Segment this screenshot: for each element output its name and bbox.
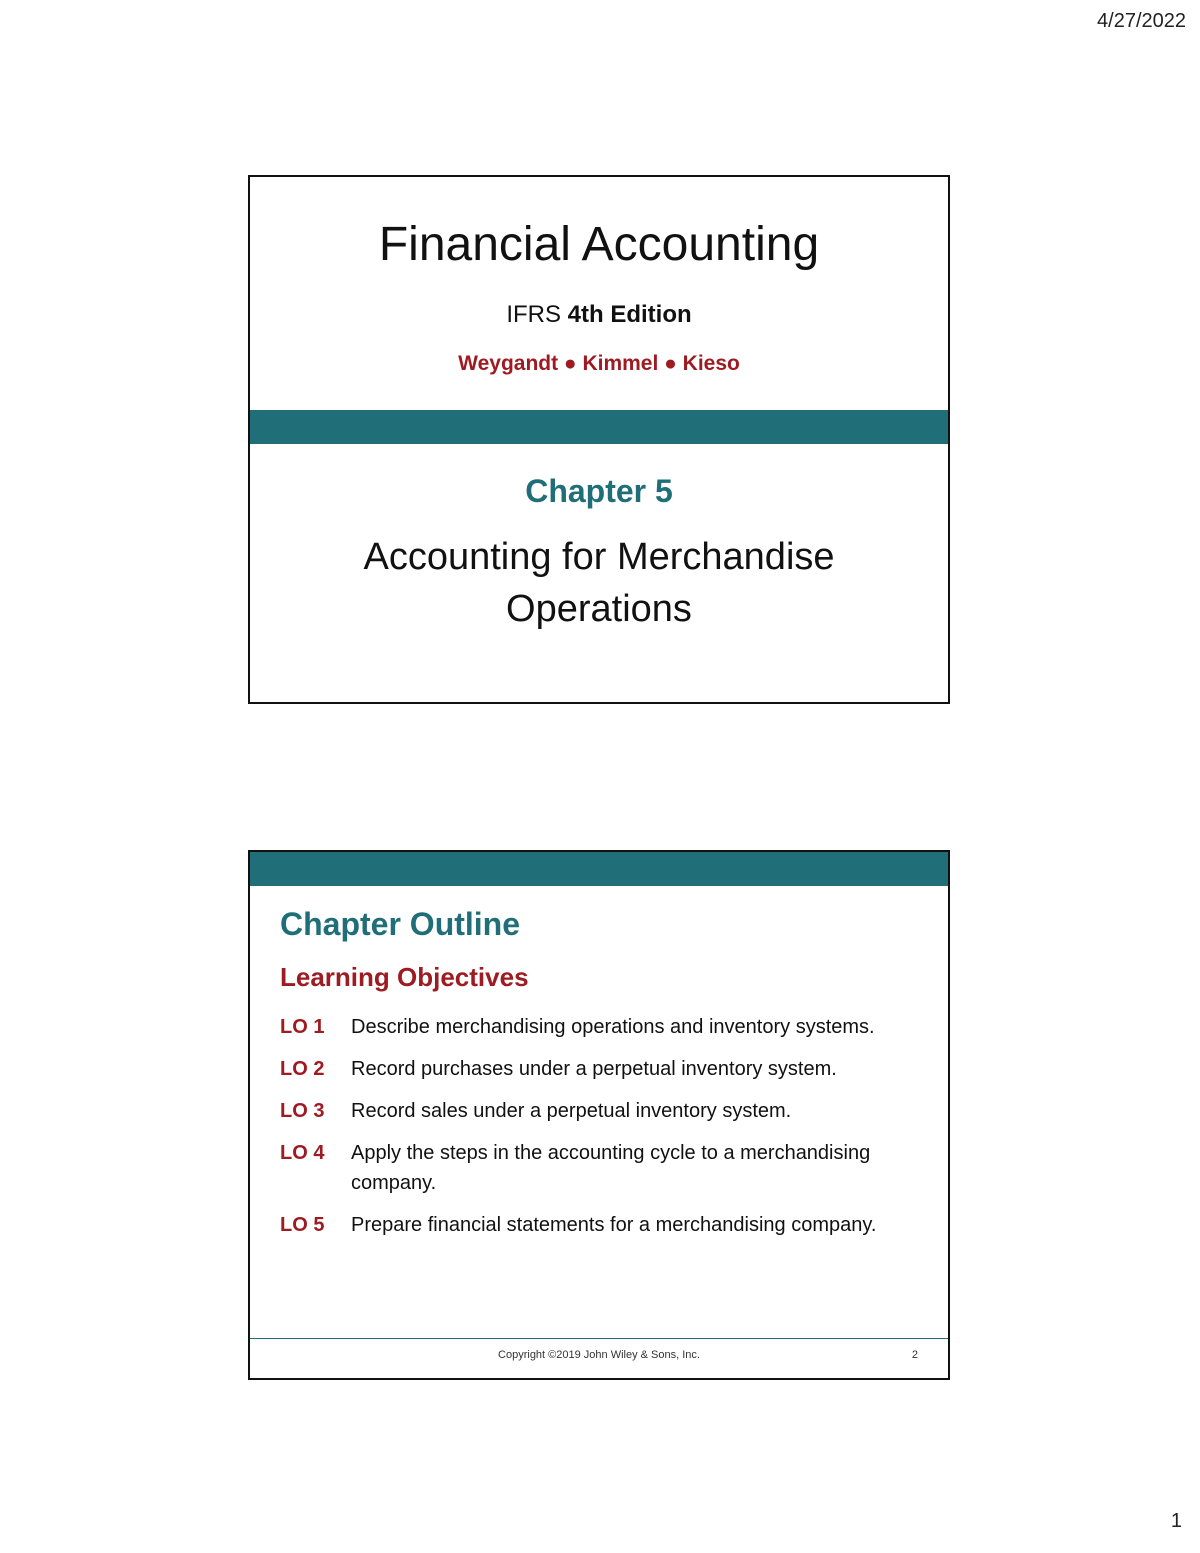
- edition-prefix: IFRS: [506, 301, 561, 328]
- authors: Weygandt ● Kimmel ● Kieso: [458, 352, 740, 375]
- learning-objectives-heading: Learning Objectives: [280, 962, 529, 992]
- page-date: 4/27/2022: [1097, 10, 1186, 32]
- chapter-title: Accounting for Merchandise Operations: [363, 536, 835, 630]
- footer-divider: [250, 1338, 948, 1339]
- lo-label: LO 5: [280, 1214, 325, 1236]
- edition-number: 4th Edition: [567, 301, 692, 328]
- lo-label: LO 1: [280, 1016, 325, 1038]
- outline-heading: Chapter Outline: [280, 906, 521, 942]
- edition-line: [250, 301, 948, 329]
- objectives-list: [280, 1012, 918, 1252]
- list-item: [280, 1210, 918, 1240]
- lo-text: Prepare financial statements for a merchandising company.: [351, 1214, 877, 1236]
- teal-header-bar: [250, 852, 948, 886]
- lo-text: Record purchases under a perpetual inventory system.: [351, 1058, 837, 1080]
- outline-slide: [248, 850, 950, 1380]
- lo-label: LO 2: [280, 1058, 325, 1080]
- lo-text: Record sales under a perpetual inventory system.: [351, 1100, 792, 1122]
- lo-label: LO 4: [280, 1142, 325, 1164]
- title-slide: [248, 175, 950, 704]
- teal-divider-bar: [250, 410, 948, 444]
- book-title: Financial Accounting: [378, 218, 820, 271]
- list-item: [280, 1054, 918, 1084]
- lo-label: LO 3: [280, 1100, 325, 1122]
- chapter-number: Chapter 5: [525, 473, 673, 509]
- lo-text: Apply the steps in the accounting cycle to a merchandising company.: [351, 1142, 871, 1194]
- copyright-notice: Copyright ©2019 John Wiley & Sons, Inc.: [498, 1349, 700, 1361]
- lo-text: Describe merchandising operations and inventory systems.: [351, 1016, 875, 1038]
- slide-number: 2: [911, 1349, 918, 1361]
- page-number: 1: [1170, 1510, 1182, 1532]
- list-item: [280, 1138, 918, 1198]
- list-item: [280, 1012, 918, 1042]
- list-item: [280, 1096, 918, 1126]
